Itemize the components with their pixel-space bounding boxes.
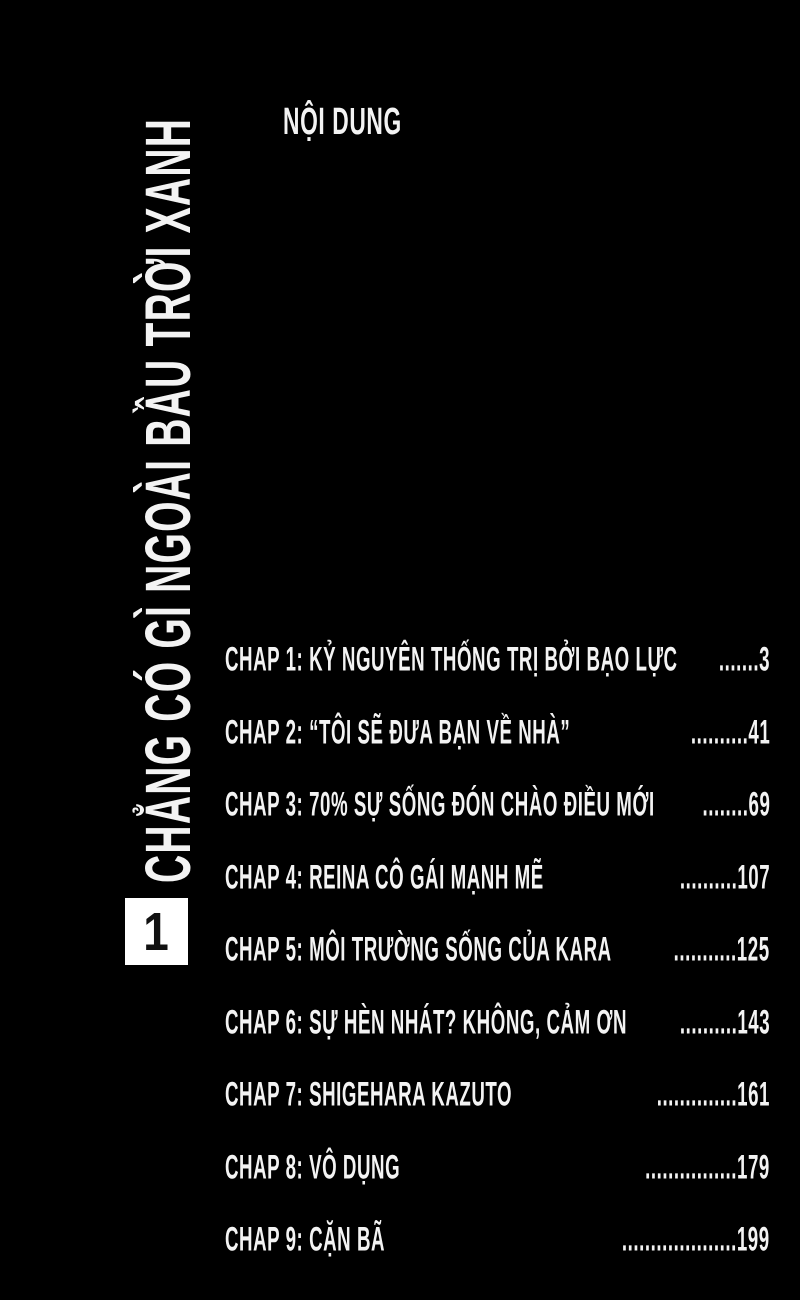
contents-heading bbox=[283, 100, 481, 144]
page-number: 199 bbox=[737, 1220, 770, 1259]
toc-row bbox=[225, 987, 770, 1060]
toc-row bbox=[225, 624, 770, 697]
chapter-title: CHAP 5: MÔI TRƯỜNG SỐNG CỦA KARA bbox=[225, 930, 612, 969]
page-number: 41 bbox=[748, 713, 770, 752]
page-ref bbox=[674, 931, 770, 970]
toc-row bbox=[225, 1059, 770, 1132]
spine-title bbox=[128, 38, 208, 883]
spine-title-text: CHẲNG CÓ GÌ NGOÀI BẦU TRỜI XANH bbox=[132, 117, 204, 883]
leader-dots: .................... bbox=[622, 1220, 738, 1259]
chapter-title: CHAP 3: 70% SỰ SỐNG ĐÓN CHÀO ĐIỀU MỚI bbox=[225, 785, 655, 824]
page-ref bbox=[702, 786, 770, 825]
chapter-title: CHAP 6: SỰ HÈN NHÁT? KHÔNG, CẢM ƠN bbox=[225, 1003, 628, 1042]
page-number: 3 bbox=[759, 640, 770, 679]
chapter-title: CHAP 8: VÔ DỤNG bbox=[225, 1148, 401, 1187]
page-ref bbox=[622, 1221, 770, 1260]
leader-dots: ........... bbox=[673, 930, 738, 969]
leader-dots: .............. bbox=[656, 1075, 738, 1114]
leader-dots: ....... bbox=[718, 640, 760, 679]
leader-dots: .......... bbox=[679, 858, 738, 897]
toc-row bbox=[225, 1204, 770, 1277]
page-number: 161 bbox=[737, 1075, 770, 1114]
leader-dots: ........ bbox=[702, 785, 749, 824]
volume-badge bbox=[125, 898, 188, 965]
contents-heading-text: NỘI DUNG bbox=[283, 100, 402, 143]
toc-row bbox=[225, 769, 770, 842]
toc-list bbox=[225, 624, 770, 1277]
leader-dots: .......... bbox=[690, 713, 749, 752]
toc-row bbox=[225, 1132, 770, 1205]
page-ref bbox=[680, 858, 770, 897]
page-number: 69 bbox=[748, 785, 770, 824]
page-ref bbox=[691, 713, 770, 752]
page-number: 107 bbox=[737, 858, 770, 897]
toc-row bbox=[225, 914, 770, 987]
chapter-title: CHAP 4: REINA CÔ GÁI MẠNH MẼ bbox=[225, 858, 544, 897]
volume-number: 1 bbox=[143, 901, 170, 962]
leader-dots: .......... bbox=[679, 1003, 738, 1042]
chapter-title: CHAP 7: SHIGEHARA KAZUTO bbox=[225, 1075, 513, 1114]
chapter-title: CHAP 1: KỶ NGUYÊN THỐNG TRỊ BỞI BẠO LỰC bbox=[225, 640, 678, 679]
leader-dots: ................ bbox=[645, 1148, 738, 1187]
chapter-title: CHAP 2: “TÔI SẼ ĐƯA BẠN VỀ NHÀ” bbox=[225, 713, 571, 752]
chapter-title: CHAP 9: CẶN BÃ bbox=[225, 1220, 386, 1259]
page-number: 179 bbox=[737, 1148, 770, 1187]
toc-row bbox=[225, 842, 770, 915]
page-ref bbox=[645, 1148, 770, 1187]
toc-row bbox=[225, 697, 770, 770]
page-ref bbox=[680, 1003, 770, 1042]
page-number: 125 bbox=[737, 930, 770, 969]
page-ref bbox=[657, 1076, 770, 1115]
page-ref bbox=[719, 641, 770, 680]
page-number: 143 bbox=[737, 1003, 770, 1042]
